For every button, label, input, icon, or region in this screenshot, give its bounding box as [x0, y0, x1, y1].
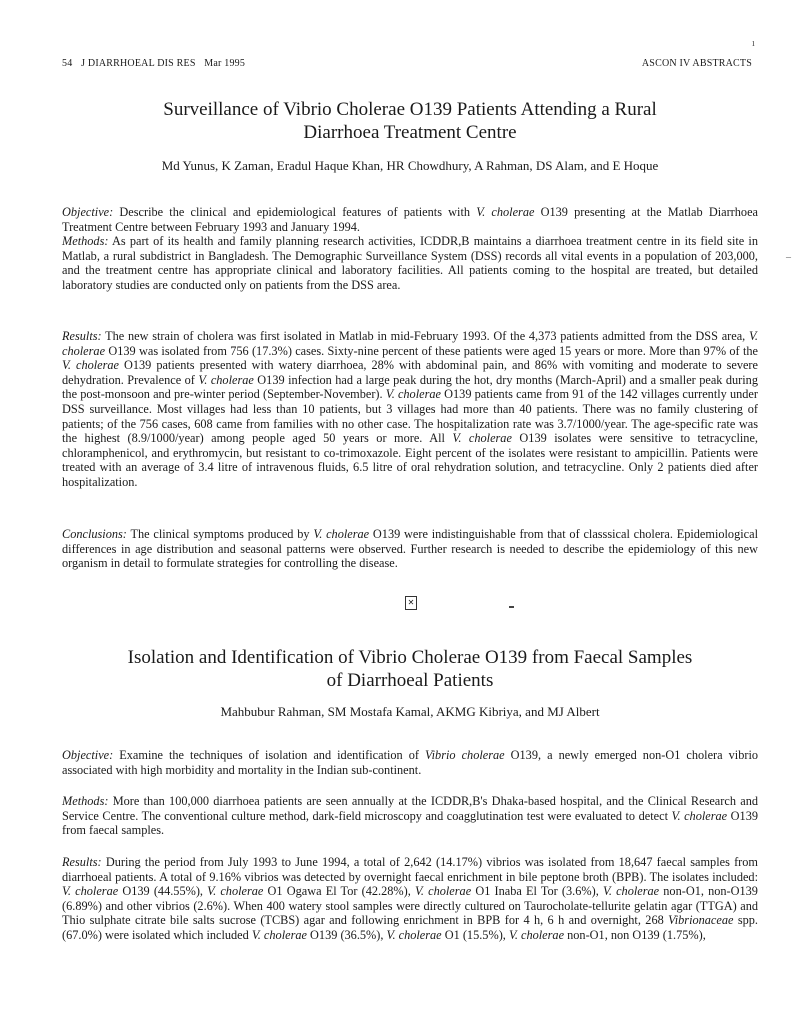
methods-text: More than 100,000 diarrhoea patients are seen annually at the ICDDR,B's Dhaka-based hospital, and the Clinical Research and Service Centre. The conventional culture method, dark-field microscopy and coagglutination test were evaluated to detect — [62, 794, 758, 823]
methods-label: Methods: — [62, 234, 109, 249]
abstract-1-title-line-1: Surveillance of Vibrio Cholerae O139 Patients Attending a Rural — [163, 99, 657, 120]
species-name: V. cholerae — [251, 927, 307, 942]
scan-mark: – — [786, 252, 791, 263]
conclusions-text: The clinical symptoms produced by — [126, 527, 314, 541]
species-name: V. cholerae — [62, 358, 120, 373]
results-text: O139 patients presented with watery diarrhoea, 28% with abdominal pain, and 86% with vomiting and moderate to severe dehydration. Prevalence of — [62, 358, 758, 387]
abstract-1-authors: Md Yunus, K Zaman, Eradul Haque Khan, HR Chowdhury, A Rahman, DS Alam, and E Hoque — [161, 158, 659, 173]
abstract-1-objective-methods — [62, 205, 758, 293]
objective-text: Examine the techniques of isolation and identification of — [113, 748, 426, 762]
objective-label: Objective: — [62, 205, 114, 219]
species-name: V. cholerae — [508, 927, 565, 942]
objective-text: Describe the clinical and epidemiological features of patients with — [113, 205, 477, 219]
species-name: V. cholerae — [414, 884, 472, 899]
objective-text: O139, a newly emerged non-O1 cholera vibrio associated with high morbidity and mortality in the Indian sub-continent. — [62, 748, 759, 777]
results-text: O139 patients came from 91 of the 142 villages currently under DSS surveillance. Most villages had less than 10 patients, but 3 villages had more than 40 patients. There was no family clustering of patients; of the 756 cases, 608 came from families with no other case. The hospitalization rate was 3.7/1000/year. The age-specific rate was the highest (8.9/1000/year) among people aged 50 years or more. All — [62, 387, 758, 446]
issue-date: Mar 1995 — [204, 58, 246, 69]
results-text: O1 Inaba El Tor (3.6%), — [471, 884, 603, 899]
results-text: non-O1, non-O139 (6.89%) and other vibrios (2.6%). When 400 watery stool samples were directly cultured on Taurocholate-tellurite gelatin agar (TTGA) and Thio sulphate citrate bile salts sucrose (TCBS) agar and following enrichment in BPB for 4 h, 6 h and overnight, 268 — [62, 884, 758, 928]
methods-text: As part of its health and family planning research activities, ICDDR,B maintains a diarrhoea treatment centre in its field site in Matlab, a rural subdistrict in Bangladesh. The Demographic Surveillance System (DSS) records all vital events in a population of 203,000, and the treatment centre has appropriate clinical and laboratory facilities. All patients coming to the hospital are treated, but detailed laboratory studies are conducted only on patients from the DSS area. — [62, 234, 758, 292]
abstract-2-title — [90, 646, 730, 692]
abstract-1-title-line-2: Diarrhoea Treatment Centre — [303, 122, 517, 143]
conclusions-text: O139 were indistinguishable from that of classsical cholera. Epidemiological differences in age distribution and seasonal patterns were observed. Further research is needed to describe the epidemiology of this new organism in detail to formulate strategies for controlling the disease. — [62, 527, 758, 571]
running-head — [62, 58, 752, 69]
results-text: non-O1, non O139 (1.75%), — [564, 927, 706, 942]
scan-mark: ı — [752, 38, 755, 49]
species-name: V. cholerae — [602, 884, 660, 899]
species-name: V. cholerae — [62, 884, 119, 899]
results-text: O139 (36.5%), — [306, 927, 387, 942]
results-text: During the period from July 1993 to June 1994, a total of 2,642 (14.17%) vibrios was isolated from 18,647 faecal samples from diarrhoeal patients. A total of 9.16% vibrios was detected by overnight faecal enrichment in bile peptone broth (BPB). The isolates included: — [62, 855, 758, 884]
results-text: O1 Ogawa El Tor (42.28%), — [263, 884, 415, 899]
conclusions-label: Conclusions: — [62, 527, 127, 541]
species-name: V. cholerae — [198, 372, 254, 387]
results-text: O1 (15.5%), — [441, 927, 509, 942]
species-name: V. cholerae — [476, 205, 535, 219]
objective-text: O139 presenting at the Matlab Diarrhoea Treatment Centre between February 1993 and January 1994. — [62, 205, 758, 234]
results-label: Results: — [62, 855, 102, 869]
results-text: O139 infection had a large peak during the hot, dry months (March-April) and a smaller peak during the post-monsoon and pre-winter period (September-November). — [62, 372, 758, 402]
abstract-2-results — [62, 855, 758, 943]
abstract-1-conclusions — [62, 527, 758, 571]
abstract-1-title — [90, 98, 730, 144]
section-name: ASCON IV ABSTRACTS — [641, 58, 752, 69]
results-text: The new strain of cholera was first isolated in Matlab in mid-February 1993. Of the 4,373 patients admitted from the DSS area, — [101, 329, 749, 343]
scan-speck — [509, 606, 514, 608]
page-number: 54 — [62, 58, 73, 69]
abstract-2-objective — [62, 748, 758, 777]
results-text: spp. (67.0%) were isolated which included — [62, 913, 758, 942]
abstract-2-methods — [62, 794, 758, 838]
results-text: O139 (44.55%), — [118, 884, 208, 899]
abstract-2-title-line-1: Isolation and Identification of Vibrio Cholerae O139 from Faecal Samples — [127, 647, 693, 668]
methods-label: Methods: — [62, 794, 109, 808]
species-name: V. cholerae — [671, 808, 728, 823]
results-text: O139 was isolated from 756 (17.3%) cases. Sixty-nine percent of these patients were aged 15 years or more. More than 97% of the — [105, 343, 758, 358]
separator-icon: ✕ — [405, 596, 417, 610]
objective-label: Objective: — [62, 748, 114, 762]
abstract-2-authors: Mahbubur Rahman, SM Mostafa Kamal, AKMG Kibriya, and MJ Albert — [220, 704, 600, 719]
species-name: V. cholerae — [452, 431, 512, 446]
species-name: V. cholerae — [62, 329, 758, 358]
abstract-1-results — [62, 329, 758, 490]
species-name: V. cholerae — [386, 927, 442, 942]
species-name: Vibrio cholerae — [425, 748, 505, 762]
methods-text: O139 from faecal samples. — [62, 808, 758, 838]
abstract-2-title-line-2: of Diarrhoeal Patients — [326, 670, 494, 691]
species-name: V. cholerae — [385, 387, 441, 402]
species-name: V. cholerae — [207, 884, 264, 899]
results-label: Results: — [62, 329, 102, 343]
journal-name: J DIARRHOEAL DIS RES — [81, 58, 196, 69]
running-head-left — [62, 58, 251, 69]
results-text: O139 isolates were sensitive to tetracycline, chloramphenicol, and erythromycin, but resistant to co-trimoxazole. Eight percent of the isolates were resistant to ampicillin. Patients were treated with an average of 3.4 litre of intravenous fluids, 6.5 litre of oral rehydration solution, and tetracycline. Only 2 patients died after hospitalization. — [62, 431, 758, 489]
species-name: Vibrionaceae — [668, 913, 734, 928]
species-name: V. cholerae — [313, 527, 370, 541]
